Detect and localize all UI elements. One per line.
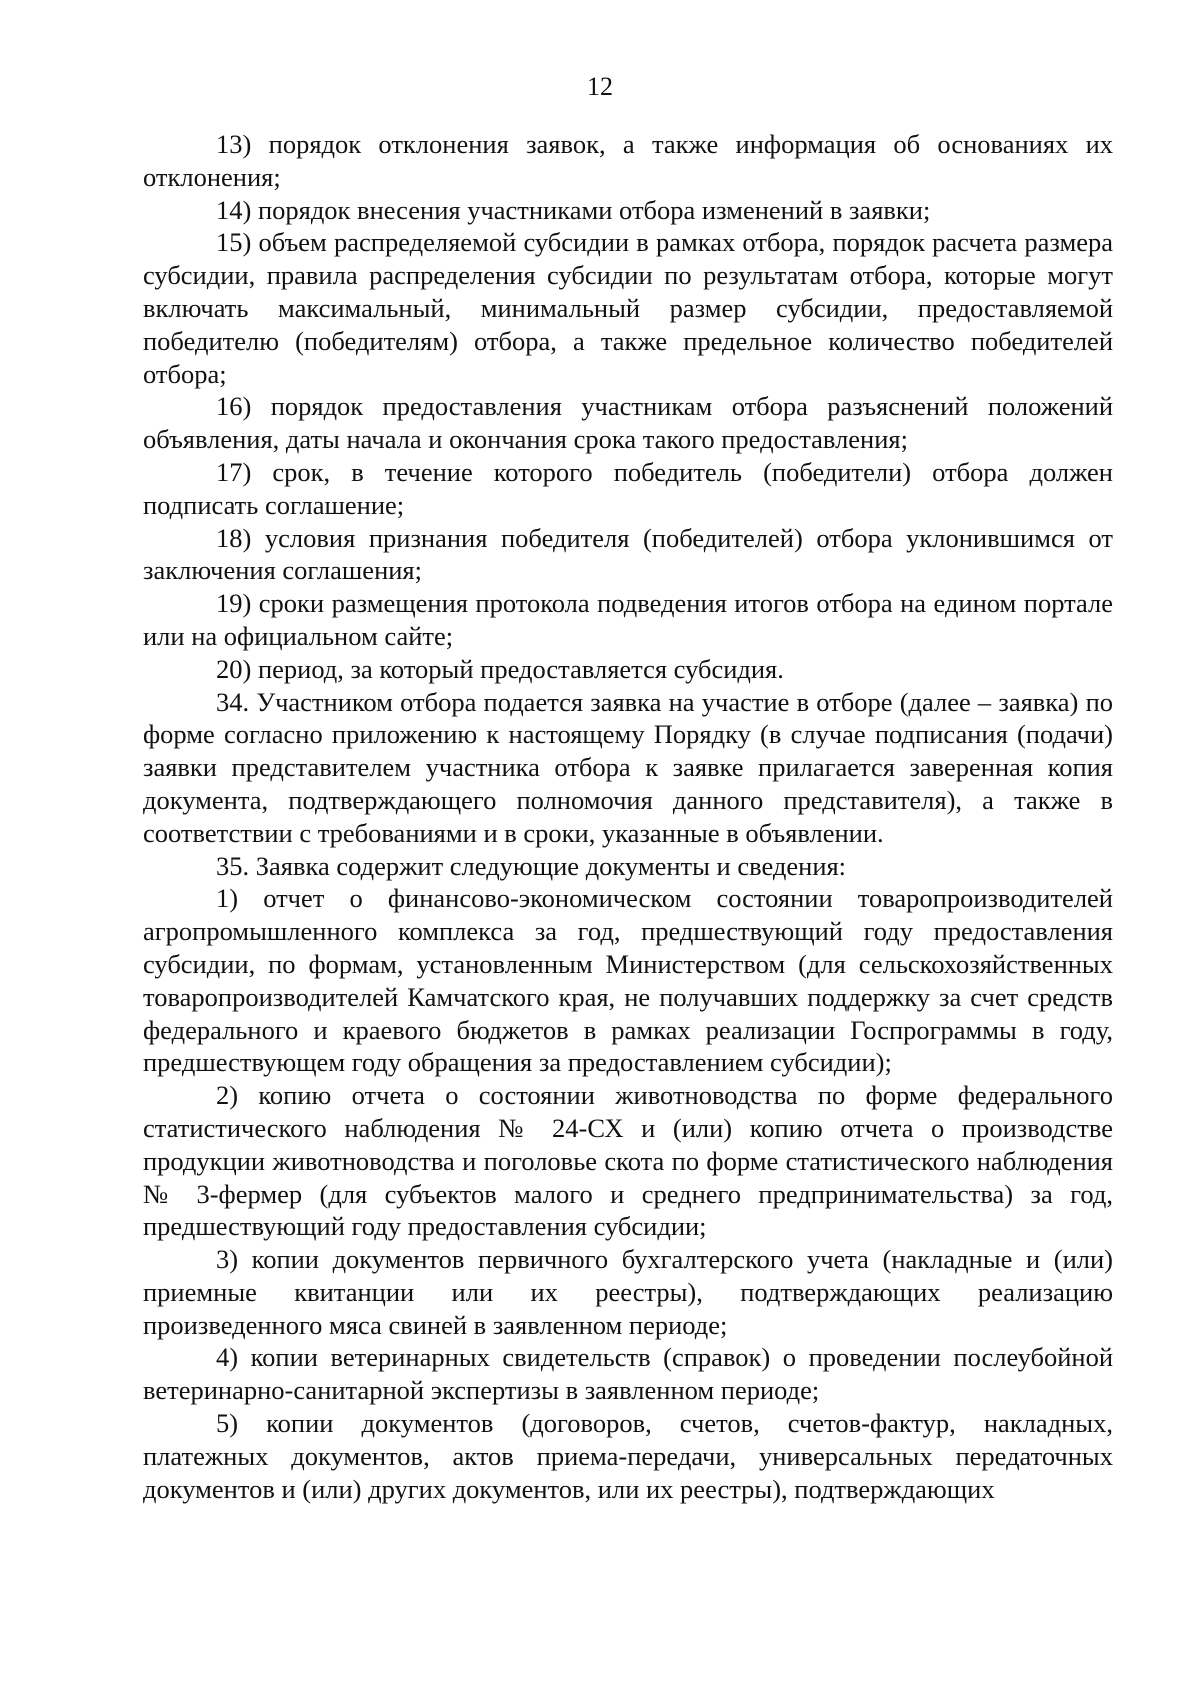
- paragraph-item-17: 17) срок, в течение которого победитель (победители) отбора должен подписать соглашение;: [143, 456, 1113, 520]
- paragraph-item-18: 18) условия признания победителя (победителей) отбора уклонившимся от заключения соглашения;: [143, 522, 1113, 586]
- paragraph-item-16: 16) порядок предоставления участникам отбора разъяснений положений объявления, даты начала и окончания срока такого предоставления;: [143, 391, 1113, 455]
- paragraph-clause-34: 34. Участником отбора подается заявка на участие в отборе (далее – заявка) по форме согласно приложению к настоящему Порядку (в случае подписания (подачи) заявки представителем участника отбора к заявке прилагается заверенная копия документа, подтверждающего полномочия данного представителя), а также в соответствии с требованиями и в сроки, указанные в объявлении.: [143, 686, 1113, 848]
- paragraph-subitem-4: 4) копии ветеринарных свидетельств (справок) о проведении послеубойной ветеринарно-санитарной экспертизы в заявленном периоде;: [143, 1342, 1113, 1406]
- page-number: 12: [587, 72, 613, 101]
- paragraph-item-20: 20) период, за который предоставляется субсидия.: [216, 653, 784, 684]
- paragraph-subitem-2: 2) копию отчета о состоянии животноводства по форме федерального статистического наблюдения № 24-СХ и (или) копию отчета о производстве продукции животноводства и поголовье скота по форме статистического наблюдения № 3-фермер (для субъектов малого и среднего предпринимательства) за год, предшествующий году предоставления субсидии;: [143, 1080, 1113, 1242]
- paragraph-clause-35: 35. Заявка содержит следующие документы и сведения:: [216, 850, 847, 881]
- paragraph-subitem-3: 3) копии документов первичного бухгалтерского учета (накладные и (или) приемные квитанции или их реестры), подтверждающих реализацию произведенного мяса свиней в заявленном периоде;: [143, 1244, 1113, 1340]
- paragraph-item-15: 15) объем распределяемой субсидии в рамках отбора, порядок расчета размера субсидии, правила распределения субсидии по результатам отбора, которые могут включать максимальный, минимальный размер субсидии, предоставляемой победителю (победителям) отбора, а также предельное количество победителей отбора;: [143, 227, 1113, 389]
- paragraph-item-14: 14) порядок внесения участниками отбора изменений в заявки;: [216, 194, 931, 225]
- paragraph-item-19: 19) сроки размещения протокола подведения итогов отбора на едином портале или на официальном сайте;: [143, 588, 1113, 651]
- paragraph-subitem-5: 5) копии документов (договоров, счетов, счетов-фактур, накладных, платежных документов, актов приема-передачи, универсальных передаточных документов и (или) других документов, или их реестры), подтверждающих: [143, 1408, 1113, 1504]
- document-body: [143, 128, 1113, 1505]
- paragraph-subitem-1: 1) отчет о финансово-экономическом состоянии товаропроизводителей агропромышленного комплекса за год, предшествующий году предоставления субсидии, по формам, установленным Министерством (для сельскохозяйственных товаропроизводителей Камчатского края, не получавших поддержку за счет средств федерального и краевого бюджетов в рамках реализации Госпрограммы в году, предшествующем году обращения за предоставлением субсидии);: [143, 883, 1113, 1078]
- paragraph-item-13: 13) порядок отклонения заявок, а также информация об основаниях их отклонения;: [143, 129, 1113, 192]
